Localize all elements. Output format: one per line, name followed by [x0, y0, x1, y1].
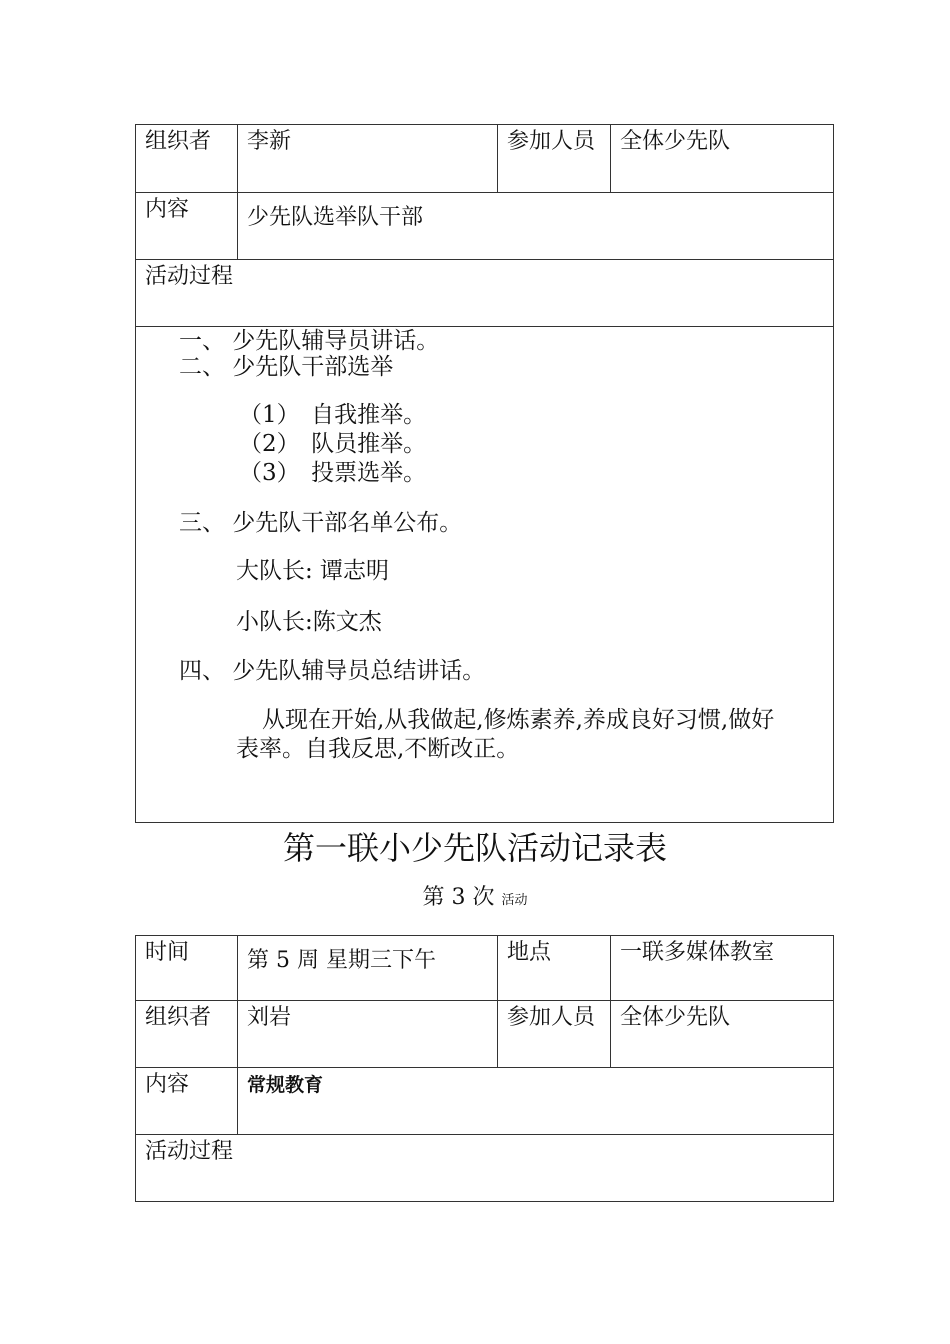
place-cell: 一联多媒体教室 — [611, 936, 834, 1001]
process-line: 小队长:陈文杰 — [236, 609, 382, 635]
organizer-label-cell: 组织者 — [136, 125, 238, 193]
process-line: （3） 投票选举。 — [239, 460, 427, 486]
process-label-cell: 活动过程 — [136, 260, 834, 327]
process-content — [136, 327, 833, 822]
process-label-cell: 活动过程 — [136, 1135, 834, 1202]
participants-label-cell: 参加人员 — [498, 125, 611, 193]
participants-cell: 全体少先队 — [611, 1001, 834, 1068]
place-label-cell: 地点 — [498, 936, 611, 1001]
process-line: 三、 少先队干部名单公布。 — [179, 510, 463, 536]
session-subtitle — [0, 883, 950, 916]
content-cell: 少先队选举队干部 — [238, 193, 834, 260]
participants-cell: 全体少先队 — [611, 125, 834, 193]
participants-label-cell: 参加人员 — [498, 1001, 611, 1068]
content-label-cell: 内容 — [136, 193, 238, 260]
session-activity-label: 活动 — [501, 893, 528, 908]
activity-record-table-1 — [135, 124, 834, 823]
page-title: 第一联小少先队活动记录表 — [282, 829, 667, 867]
process-line: 大队长: 谭志明 — [236, 558, 390, 584]
process-line: 表率。自我反思,不断改正。 — [236, 736, 520, 762]
organizer-label-cell: 组织者 — [136, 1001, 238, 1068]
organizer-cell: 李新 — [238, 125, 498, 193]
process-line: 二、 少先队干部选举 — [179, 354, 394, 380]
process-line: （1） 自我推举。 — [239, 402, 427, 428]
content-cell: 常规教育 — [238, 1068, 834, 1135]
process-line: 一、 少先队辅导员讲话。 — [179, 328, 440, 354]
process-line: 四、 少先队辅导员总结讲话。 — [179, 658, 486, 684]
organizer-cell: 刘岩 — [238, 1001, 498, 1068]
time-label-cell: 时间 — [136, 936, 238, 1001]
session-number: 第 3 次 — [422, 885, 495, 910]
content-label-cell: 内容 — [136, 1068, 238, 1135]
process-content-cell — [136, 327, 834, 823]
time-cell: 第 5 周 星期三下午 — [238, 936, 498, 1001]
process-line: （2） 队员推举。 — [239, 431, 427, 457]
process-line: 从现在开始,从我做起,修炼素养,养成良好习惯,做好 — [262, 707, 775, 733]
activity-record-table-2 — [135, 935, 834, 1202]
